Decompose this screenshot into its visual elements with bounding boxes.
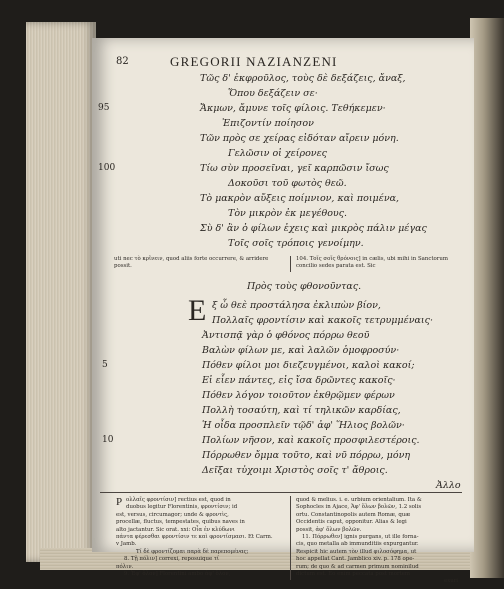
footnote-rule (100, 492, 462, 493)
footnote-line: possit, ἀφ' ὅλων βολῶν. (296, 526, 362, 533)
footnote-line: ortu. Constantinopolis autem Romæ, quæ (296, 511, 411, 518)
verse-line: Ἄκμων, ἄμυνε τοῖς φίλοις. Τεθήκεμεν· (200, 103, 386, 114)
column-divider (290, 256, 291, 272)
footnote-line: 8. Τῇ πόλιν] correxi, reposuique τί (124, 556, 219, 563)
footnote-line: alto jactantur. Sic orat. xxi: Οἷα ἐν κλύδωνι (116, 526, 235, 533)
verse-line: Βαλὼν φίλων με, καὶ λαλῶν ὁμοφροσύν· (202, 345, 400, 356)
footnote-line: 9. Ἐφ' ὅλον] Florentini ambo ἀφ' ὅλον, (124, 571, 231, 577)
verse-line: Γελῶσιν οἱ χείρονες (228, 148, 328, 159)
catchword: Ἀλλο (436, 480, 461, 491)
footnote-line: rum; de quo & ad carmen primum nominilud (296, 563, 419, 570)
verse-line: Ὅπου δεξάζειν σε· (228, 88, 318, 99)
footnote-line: est, versus, circumagor; unde & φροντὶς, (116, 511, 229, 518)
verse-line: Τῶν πρὸς σε χείρας εἰδόταν αἴρειν μόνη. (200, 133, 399, 144)
column-divider (290, 496, 291, 580)
verse-line: Πολλὴ τοσαύτη, καὶ τί τηλικῶν καρδίας, (202, 405, 401, 416)
footnote-line: 11. Πόρρωθεν] ignis purgans, ut ille forna- (302, 534, 419, 540)
footnote-line: πάντα φέρεσθαι φροντίσιν τε καὶ φροντίσμασι. Et Carm. (116, 534, 273, 540)
verse-line: Τίω σὺν προσεῖναι, γεῖ καρπῶσιν ἴσως (200, 163, 389, 174)
footnote-line: v Jamb. (116, 541, 137, 548)
book-page (92, 38, 474, 585)
verse-line: Τὸ μακρὸν αὔξεις ποίμνιον, καὶ ποιμένα, (200, 193, 400, 204)
footnote-line: cis, quo metalla ab immunditiis expurgantur. (296, 541, 419, 548)
verse-line: Πόθεν φίλοι μοι διεζευγμένοι, καλοὶ κακοί; (202, 360, 415, 371)
footnote-right-top: 104. Τοῖς σοῖς θρόνοις] in cælis, ubi mihi in Sanctorum concilio sedes parata est. Sic (296, 256, 448, 270)
page-edges-left (26, 22, 96, 562)
line-number: 10 (102, 435, 114, 445)
verse-line: Ἀντισπᾷ γὰρ ὁ φθόνος πόρρω θεοῦ (202, 330, 370, 341)
verse-line: Ἡ οἶδα προσπλεῖν τῷδ' ἀφ' Ἥλιος βολῶν· (202, 420, 405, 431)
line-number: 95 (98, 103, 110, 113)
footnote-line: ολλαῖς φροντίσιν] rectius est, quod in (126, 497, 231, 503)
verse-line: Δοκοῦσι τοῦ φωτὸς θεῶ. (228, 178, 347, 189)
footnote-line: πόλιν. (116, 563, 134, 570)
footnote-line: hoc appellat Cant. Jamblico xiv. p. 178 ope- (296, 556, 415, 563)
verse-line: Ἐπιζοντίν ποίησον (222, 118, 314, 129)
footnote-line: Occidentis caput, opponitur. Alias & legi (296, 519, 407, 526)
verse-line: Δεῖξαι τὐχοιμι Χριστὸς σοῖς τ' ἄθροις. (202, 465, 388, 476)
verse-line: Τοῖς σοῖς τρόποις γενοίμην. (228, 238, 364, 249)
verse-line: Πολίων νῆσον, καὶ κακοῖς προσφιλεστέροις. (202, 435, 420, 446)
running-head: GREGORII NAZIANZENI (170, 54, 338, 69)
footnote-line: dictum est. Eo enim peccata post mortem (296, 571, 411, 577)
verse-line: ξ ὦ θεὲ προστάλησα ἐκλιπὼν βίον, (212, 300, 381, 311)
footnote-line: quod & melius. i. e. urbium orientalium. Ita & (296, 497, 422, 503)
footnote-left-top: uti nec τὸ κρῖνειν, quod aliis forte occurrere, & arridere possit. (114, 256, 269, 270)
verse-line: Πόθεν λόγον τοιοῦτον ἐκθρῷμεν φέρων (202, 390, 395, 401)
footnote-initial: P (116, 496, 123, 508)
footnote-line: Τί δὲ φροντίζομαι παρὰ δὲ παρεπομένας; (136, 548, 249, 555)
verse-line: Πολλαῖς φροντίσιν καὶ κακοῖς τετρυμμέναις· (212, 315, 433, 326)
footnote-line: Respicit hic autem τὸν illud φιλοσόφημα, ut (296, 548, 417, 555)
verse-line: Εἰ εἶεν πάντες, εἰς ἴσα δρῶντες κακοῖς· (202, 375, 396, 386)
verse-line: Τὸν μικρὸν ἐκ μεγέθους. (228, 208, 348, 219)
page-number: 82 (116, 56, 129, 67)
drop-cap: Ε (188, 294, 207, 327)
footnote-line: procellæ, fluctus, tempestates, quibus naves in (116, 519, 245, 526)
footnote-line: Sophocles in Ajace, Ἀφ' ὅλων βολῶν, 1.2 solis (296, 504, 422, 511)
footnote-line: duobus legitur Florentinis, φροντίσιν; id (126, 504, 238, 511)
verse-line: Πόρρωθεν ὄμμα τοῦτο, καὶ νῦ πόρρω, μόνη (202, 450, 411, 461)
verse-line: Τῶς δ' ἐκφροῦλος, τοὺς δὲ δεξάζεις, ἄναξ, (200, 73, 406, 84)
footnote-line: exuri (444, 578, 459, 585)
line-number: 5 (102, 360, 108, 370)
verse-line: Σὺ δ' ἂν ὁ φίλων ἐχεις καὶ μικρὸς πάλιν μέγας (200, 223, 427, 234)
line-number: 100 (98, 163, 116, 173)
facing-page-edge (470, 18, 504, 578)
poem-title: Πρὸς τοὺς φθονοῦντας. (247, 281, 362, 292)
